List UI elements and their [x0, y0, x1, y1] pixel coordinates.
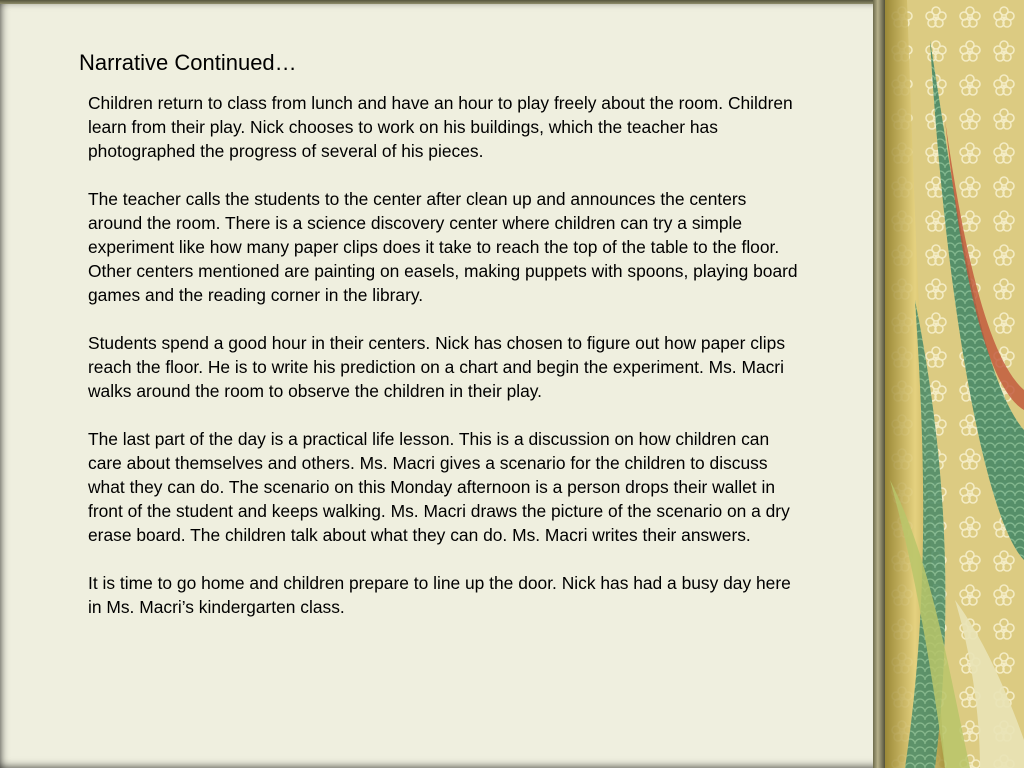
floral-decoration-panel [885, 0, 1024, 768]
decorative-frame-edge [873, 0, 885, 768]
paragraph-home-time: It is time to go home and children prepare to line up the door. Nick has had a busy day here in Ms. Macri’s kindergarten class. [88, 573, 791, 617]
paragraph-centers: The teacher calls the students to the center after clean up and announces the centers around the room. There is a science discovery center where children can try a simple experiment like how many paper clips does it take to reach the top of the table to the floor. Other centers mentioned are painting on easels, making puppets with spoons, playing board games and the reading corner in the library. [88, 189, 798, 305]
slide-title: Narrative Continued… [79, 50, 297, 75]
slide-top-border [0, 0, 880, 4]
paragraph-life-lesson: The last part of the day is a practical life lesson. This is a discussion on how children can care about themselves and others. Ms. Macri gives a scenario for the children to discuss what they can do. The scenario on this Monday afternoon is a person drops their wallet in front of the student and keeps walking. Ms. Macri draws the picture of the scenario on a dry erase board. The children talk about what they can do. Ms. Macri writes their answers. [88, 429, 790, 545]
narrative-body [88, 91, 800, 643]
paragraph-lunch-play: Children return to class from lunch and have an hour to play freely about the room. Children learn from their play. Nick chooses to work on his buildings, which the teacher has photographed the progress of several of his pieces. [88, 93, 793, 161]
paragraph-experiment: Students spend a good hour in their centers. Nick has chosen to figure out how paper clips reach the floor. He is to write his prediction on a chart and begin the experiment. Ms. Macri walks around the room to observe the children in their play. [88, 333, 786, 401]
